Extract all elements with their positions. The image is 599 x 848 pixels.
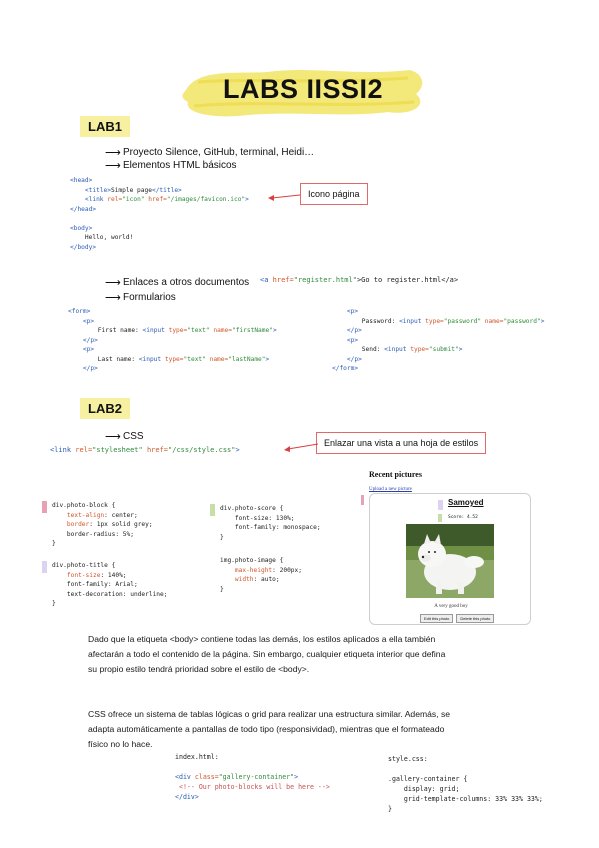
lab1-bullet-3 [105,276,249,289]
bullet-text: Proyecto Silence, GitHub, terminal, Heidi… [123,147,315,158]
code-css-photo-title: div.photo-title { font-size: 140%; font-family: Arial; text-decoration: underline; } [52,562,168,607]
samoyed-photo [406,524,494,598]
paragraph-line: afectarán a todo el contenido de la página. Sin embargo, cualquier etiqueta interior que defina [88,649,446,659]
bullet-text: Formularios [123,292,176,303]
lab1-bullet-1 [105,146,314,159]
code-head-body: <head> <title>Simple page</title> <link rel="icon" href="/images/favicon.ico"> </head> <body> Hello, world! </body> [70,177,249,251]
paragraph-body-styles [88,632,445,677]
callout-arrow [266,190,302,204]
bullet-text: Elementos HTML básicos [123,160,237,171]
code-css-photo-image: img.photo-image { max-height: 200px; width: auto; } [220,557,302,593]
arrow-right-icon: ⟶ [105,292,121,304]
marker-green [210,504,215,516]
photo-score: Score: 4.52 [448,515,478,520]
arrow-right-icon: ⟶ [105,277,121,289]
edit-photo-button[interactable]: Edit this photo [420,614,453,623]
paragraph-line: físico no lo hace. [88,739,153,749]
paragraph-css-grid [88,707,450,752]
page-title: LABS IISSI2 [222,74,384,104]
paragraph-line: adapta automáticamente a pantallas de todo tipo (responsividad), mientras que el formateado [88,724,445,734]
code-css-photo-block: div.photo-block { text-align: center; border: 1px solid grey; border-radius: 5%; } [52,502,153,547]
upload-picture-link[interactable]: Upload a new picture [369,487,412,492]
arrow-right-icon: ⟶ [105,431,121,443]
lab2-tag: LAB2 [80,398,130,419]
marker-lilac [42,561,47,573]
recent-pictures-heading: Recent pictures [369,470,422,479]
code-index-html: index.html: <div class="gallery-container"> <!-- Our photo-blocks will be here --> </div> [175,753,330,801]
arrow-right-icon: ⟶ [105,160,121,172]
photo-caption: A very good boy [434,604,468,609]
callout-arrow [282,440,320,456]
marker-lilac [438,500,443,510]
code-css-photo-score: div.photo-score { font-size: 130%; font-family: monospace; } [220,505,321,541]
paragraph-line: Dado que la etiqueta <body> contiene todas las demás, los estilos aplicados a ella también [88,634,436,644]
marker-green [438,514,442,522]
bullet-text: Enlaces a otros documentos [123,277,250,288]
delete-photo-button[interactable]: Delete this photo [456,614,494,623]
code-style-css: style.css: .gallery-container { display: grid; grid-template-columns: 33% 33% 33%; } [388,755,543,813]
lab1-tag: LAB1 [80,116,130,137]
link-example-code: <a href="register.html">Go to register.html</a> [260,276,459,284]
photo-actions [420,614,494,623]
marker-pink [42,501,47,513]
lab1-bullet-2 [105,159,237,172]
lab1-bullet-4 [105,291,176,304]
photo-title: Samoyed [448,498,484,507]
code-form-right: <p> Password: <input type="password" name="password"> </p> <p> Send: <input type="submit"> </p> </form> [332,308,545,372]
paragraph-line: su propio estilo tendrá prioridad sobre el estilo de <body>. [88,664,310,674]
callout-icono-pagina: Icono página [300,183,368,205]
lab2-bullet-css [105,430,144,443]
code-form-left: <form> <p> First name: <input type="text" name="firstName"> </p> <p> Last name: <input type="text" name="lastName"> </p> [68,308,277,372]
callout-enlazar-css: Enlazar una vista a una hoja de estilos [316,432,486,454]
marker-pink [361,495,364,505]
photo-card [369,493,531,625]
code-link-stylesheet: <link rel="stylesheet" href="/css/style.css"> [50,446,240,454]
arrow-right-icon: ⟶ [105,147,121,159]
bullet-text: CSS [123,431,144,442]
paragraph-line: CSS ofrece un sistema de tablas lógicas o grid para realizar una estructura similar. Además, se [88,709,451,719]
